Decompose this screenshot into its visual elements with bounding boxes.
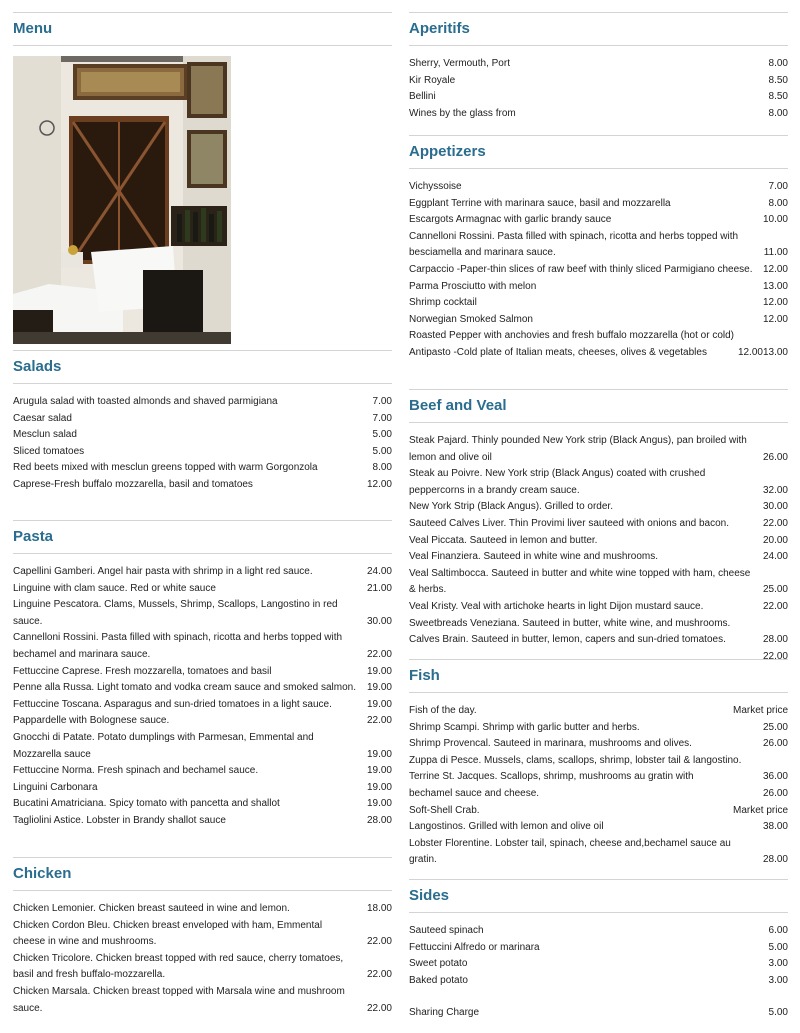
menu-item-name: Escargots Armagnac with garlic brandy sauce — [409, 214, 612, 226]
menu-item-row — [13, 394, 392, 411]
menu-item-name: Linguini Carbonara — [13, 781, 98, 793]
menu-item-row — [409, 736, 788, 753]
menu-item-name: Chicken Lemonier. Chicken breast sauteed in wine and lemon. — [13, 903, 290, 914]
menu-item-price: 19.00 — [366, 748, 392, 760]
menu-item-name: Fettuccini Alfredo or marinara — [409, 941, 540, 953]
menu-item-row — [409, 923, 788, 940]
menu-item-price: 28.00 — [366, 814, 392, 826]
menu-item-name: Fish of the day. — [409, 705, 477, 716]
menu-item-price: 5.00 — [372, 445, 392, 457]
menu-item-row — [409, 769, 788, 786]
fish-list — [409, 703, 788, 869]
menu-item-price: 30.00 — [762, 501, 788, 513]
menu-item-row — [13, 444, 392, 461]
menu-item-price: 36.00 — [762, 771, 788, 783]
menu-item-price: 26.00 — [762, 738, 788, 750]
menu-item-name: Veal Saltimbocca. Sauteed in butter and white wine topped with ham, cheese & herbs. — [409, 567, 751, 596]
menu-item-row — [409, 753, 788, 770]
menu-item-price: 3.00 — [768, 958, 788, 970]
menu-item-price: 19.00 — [366, 781, 392, 793]
menu-item-price: 5.00 — [768, 941, 788, 953]
menu-item-name: Chicken Marsala. Chicken breast topped with Marsala wine and mushroom sauce. — [13, 985, 345, 1014]
menu-item-price: 8.00 — [768, 107, 788, 119]
menu-item-name: Linguine Pescatora. Clams, Mussels, Shrimp, Scallops, Langostino in red sauce. — [13, 599, 338, 627]
menu-item-name: Steak Pajard. Thinly pounded New York strip (Black Angus), pan broiled with lemon and olive oil — [409, 435, 747, 463]
pasta-section — [13, 520, 392, 830]
menu-item-name: Sliced tomatoes — [13, 445, 85, 457]
menu-item-row — [13, 564, 392, 581]
appetizers-section — [409, 135, 788, 362]
menu-item-price: 12.00 — [366, 478, 392, 490]
menu-item-row — [409, 262, 788, 279]
menu-item-name: Shrimp cocktail — [409, 297, 477, 309]
menu-item-price: 5.00 — [372, 429, 392, 441]
menu-item-row — [13, 460, 392, 477]
menu-item-name: Chicken Cordon Bleu. Chicken breast enveloped with ham, Emmental cheese in wine and mushrooms. — [13, 919, 323, 948]
menu-item-name: Wines by the glass from — [409, 107, 516, 119]
menu-item-price: 8.50 — [768, 91, 788, 103]
menu-item-row — [13, 680, 392, 697]
menu-item-price: 12.00 — [762, 313, 788, 325]
menu-item-price: Market price — [732, 705, 788, 716]
menu-item-price: 22.00 — [366, 1002, 392, 1014]
chicken-list — [13, 901, 392, 1017]
menu-item-row — [409, 466, 788, 499]
beef-veal-section — [409, 389, 788, 665]
sharing-charge-row — [409, 1005, 788, 1022]
menu-item-name: Shrimp Scampi. Shrimp with garlic butter and herbs. — [409, 721, 640, 733]
menu-item-name: Cannelloni Rossini. Pasta filled with spinach, ricotta and herbs topped with besciamella and marinara sauce. — [409, 230, 739, 259]
menu-item-row — [409, 703, 788, 720]
menu-item-name: Penne alla Russa. Light tomato and vodka cream sauce and smoked salmon. — [13, 682, 356, 694]
menu-item-row — [409, 89, 788, 106]
menu-item-name: Terrine St. Jacques. Scallops, shrimp, mushrooms au gratin with — [409, 771, 694, 783]
menu-item-name: Antipasto -Cold plate of Italian meats, cheeses, olives & vegetables — [409, 346, 707, 358]
menu-item-price: 28.00 — [762, 634, 788, 646]
section-title-aperitifs: Aperitifs — [409, 12, 788, 46]
menu-item-name: Eggplant Terrine with marinara sauce, basil and mozzarella — [409, 197, 671, 209]
menu-item-row — [409, 196, 788, 213]
section-title-menu: Menu — [13, 12, 392, 46]
menu-item-price: 13.00 — [762, 280, 788, 292]
menu-item-row — [13, 630, 392, 663]
menu-item-name: Arugula salad with toasted almonds and shaved parmigiana — [13, 396, 278, 407]
menu-item-row — [409, 179, 788, 196]
menu-item-price: 12.00 — [762, 297, 788, 309]
menu-item-row — [13, 697, 392, 714]
menu-item-row — [409, 516, 788, 533]
restaurant-photo — [13, 56, 231, 344]
menu-item-price: 8.00 — [768, 197, 788, 209]
menu-item-price: 26.00 — [762, 787, 788, 799]
menu-item-price: 11.00 — [763, 247, 788, 259]
menu-item-price: 19.00 — [366, 682, 392, 694]
menu-item-name: Fettuccine Toscana. Asparagus and sun-dried tomatoes in a light sauce. — [13, 698, 332, 710]
menu-item-name: Fettuccine Norma. Fresh spinach and bechamel sauce. — [13, 765, 259, 777]
menu-item-row — [409, 229, 788, 262]
menu-item-name: Sweetbreads Veneziana. Sauteed in butter, white wine, and mushrooms. — [409, 617, 731, 629]
sharing-charge-price: 5.00 — [768, 1007, 788, 1019]
menu-item-price: 22.00 — [366, 936, 392, 948]
menu-item-price: 12.00 — [762, 263, 788, 275]
menu-item-row — [409, 279, 788, 296]
menu-item-name: Veal Kristy. Veal with artichoke hearts in light Dijon mustard sauce. — [409, 600, 704, 612]
menu-item-row — [409, 549, 788, 566]
section-title-appetizers: Appetizers — [409, 135, 788, 169]
menu-item-row — [409, 786, 788, 803]
menu-item-name: Mesclun salad — [13, 429, 77, 441]
menu-item-row — [13, 597, 392, 630]
menu-item-row — [13, 477, 392, 494]
menu-item-row — [13, 796, 392, 813]
pasta-list — [13, 564, 392, 830]
menu-item-row — [13, 427, 392, 444]
menu-item-price: 12.0013.00 — [737, 346, 788, 358]
menu-item-name: Baked potato — [409, 974, 468, 986]
menu-item-name: bechamel sauce and cheese. — [409, 787, 540, 799]
aperitifs-list — [409, 56, 788, 122]
menu-item-price: 19.00 — [366, 665, 392, 677]
menu-item-price: 22.00 — [762, 517, 788, 529]
menu-item-price: 7.00 — [372, 396, 392, 407]
menu-item-name: Sweet potato — [409, 958, 468, 970]
menu-item-price: 32.00 — [762, 484, 788, 496]
menu-item-name: Caprese-Fresh buffalo mozzarella, basil and tomatoes — [13, 478, 253, 490]
menu-item-row — [409, 836, 788, 869]
salads-list — [13, 394, 392, 494]
menu-item-name: Langostinos. Grilled with lemon and olive oil — [409, 821, 604, 833]
menu-item-name: Fettuccine Caprese. Fresh mozzarella, tomatoes and basil — [13, 665, 272, 677]
menu-item-name: Norwegian Smoked Salmon — [409, 313, 533, 325]
menu-section — [13, 12, 392, 46]
menu-item-row — [409, 973, 788, 990]
menu-item-row — [13, 984, 392, 1017]
menu-item-price: 22.00 — [762, 650, 788, 662]
menu-item-price: 8.00 — [372, 462, 392, 474]
menu-item-price: 19.00 — [366, 698, 392, 710]
menu-item-row — [409, 328, 788, 345]
menu-item-price: 24.00 — [762, 551, 788, 563]
menu-item-name: Shrimp Provencal. Sauteed in marinara, mushrooms and olives. — [409, 738, 692, 750]
menu-item-price: 22.00 — [366, 715, 392, 727]
menu-item-price: 19.00 — [366, 765, 392, 777]
menu-item-price: 6.00 — [768, 925, 788, 936]
menu-item-price: 25.00 — [762, 584, 788, 596]
menu-item-price: 30.00 — [366, 615, 392, 627]
menu-item-name: Sauteed Calves Liver. Thin Provimi liver sauteed with onions and bacon. — [409, 517, 729, 529]
menu-item-name: Tagliolini Astice. Lobster in Brandy shallot sauce — [13, 814, 226, 826]
menu-item-price: 20.00 — [762, 534, 788, 546]
menu-item-row — [409, 956, 788, 973]
chicken-section — [13, 857, 392, 1017]
menu-item-price: 21.00 — [366, 582, 392, 594]
menu-item-price: 7.00 — [768, 181, 788, 192]
menu-item-price: 8.50 — [768, 74, 788, 86]
menu-item-row — [13, 813, 392, 830]
aperitifs-section — [409, 12, 788, 122]
menu-item-row — [13, 901, 392, 918]
menu-item-row — [409, 295, 788, 312]
menu-item-name: Pappardelle with Bolognese sauce. — [13, 715, 170, 727]
menu-item-row — [409, 533, 788, 550]
menu-item-row — [13, 664, 392, 681]
menu-item-row — [409, 56, 788, 73]
menu-item-row — [409, 499, 788, 516]
menu-item-price: 28.00 — [762, 854, 788, 866]
menu-item-name: Zuppa di Pesce. Mussels, clams, scallops, shrimp, lobster tail & langostino. — [409, 754, 742, 766]
menu-item-name: Linguine with clam sauce. Red or white sauce — [13, 582, 216, 594]
menu-item-name: Soft-Shell Crab. — [409, 804, 480, 816]
menu-item-row — [409, 212, 788, 229]
fish-section — [409, 659, 788, 869]
sides-section — [409, 879, 788, 1022]
menu-item-price: 8.00 — [768, 58, 788, 69]
menu-item-name: Calves Brain. Sauteed in butter, lemon, capers and sun-dried tomatoes. — [409, 634, 726, 646]
menu-item-name: Vichyssoise — [409, 181, 462, 192]
menu-item-price: 22.00 — [762, 600, 788, 612]
menu-item-row — [409, 632, 788, 649]
menu-item-price: 22.00 — [366, 969, 392, 981]
menu-item-row — [13, 581, 392, 598]
menu-item-price: 19.00 — [366, 798, 392, 810]
menu-item-row — [409, 803, 788, 820]
dining-room-illustration — [13, 56, 231, 344]
menu-item-name: Kir Royale — [409, 74, 456, 86]
menu-item-name: Steak au Poivre. New York strip (Black Angus) coated with crushed peppercorns in a brandy cream sauce. — [409, 468, 706, 496]
menu-item-row — [409, 819, 788, 836]
section-title-salads: Salads — [13, 350, 392, 384]
menu-item-price: 26.00 — [762, 451, 788, 463]
menu-item-name: Carpaccio -Paper-thin slices of raw beef with thinly sliced Parmigiano cheese. — [409, 263, 753, 275]
menu-item-name: Gnocchi di Patate. Potato dumplings with Parmesan, Emmental and Mozzarella sauce — [13, 731, 314, 760]
menu-item-price: 7.00 — [372, 412, 392, 424]
menu-item-row — [409, 599, 788, 616]
menu-item-name: Sherry, Vermouth, Port — [409, 58, 510, 69]
section-title-sides: Sides — [409, 879, 788, 913]
menu-item-name: Capellini Gamberi. Angel hair pasta with shrimp in a light red sauce. — [13, 566, 313, 577]
menu-item-name: Red beets mixed with mesclun greens topped with warm Gorgonzola — [13, 462, 318, 474]
section-title-fish: Fish — [409, 659, 788, 693]
menu-item-price: 22.00 — [366, 648, 392, 660]
menu-item-row — [13, 713, 392, 730]
menu-item-name: Parma Prosciutto with melon — [409, 280, 537, 292]
menu-item-name: Lobster Florentine. Lobster tail, spinach, cheese and,bechamel sauce au gratin. — [409, 837, 731, 866]
menu-item-row — [409, 73, 788, 90]
menu-item-price: 3.00 — [768, 974, 788, 986]
menu-item-row — [13, 780, 392, 797]
section-title-chicken: Chicken — [13, 857, 392, 891]
menu-item-name: Caesar salad — [13, 412, 72, 424]
sides-list — [409, 923, 788, 989]
menu-item-name: Veal Piccata. Sauteed in lemon and butter. — [409, 534, 598, 546]
menu-item-price: 18.00 — [366, 903, 392, 914]
menu-item-row — [13, 411, 392, 428]
menu-item-row — [409, 940, 788, 957]
beef-veal-list — [409, 433, 788, 665]
menu-item-name: Chicken Tricolore. Chicken breast topped with red sauce, cherry tomatoes, basil and fresh buffalo-mozzarella. — [13, 952, 344, 981]
menu-item-name: Sauteed spinach — [409, 925, 484, 936]
menu-item-row — [409, 566, 788, 599]
section-title-beef-veal: Beef and Veal — [409, 389, 788, 423]
menu-item-row — [409, 345, 788, 362]
menu-item-row — [409, 433, 788, 466]
menu-item-name: Bucatini Amatriciana. Spicy tomato with pancetta and shallot — [13, 798, 280, 810]
menu-item-name: Roasted Pepper with anchovies and fresh buffalo mozzarella (hot or cold) — [409, 330, 734, 342]
section-title-pasta: Pasta — [13, 520, 392, 554]
menu-item-row — [409, 720, 788, 737]
sharing-charge-label: Sharing Charge — [409, 1007, 480, 1019]
menu-item-price: 24.00 — [366, 566, 392, 577]
menu-item-price: 25.00 — [762, 721, 788, 733]
menu-item-row — [13, 763, 392, 780]
menu-item-row — [13, 951, 392, 984]
menu-item-name: Cannelloni Rossini. Pasta filled with spinach, ricotta and herbs topped with bechamel and marinara sauce. — [13, 632, 343, 660]
menu-item-price: Market price — [732, 804, 788, 816]
menu-item-row — [409, 312, 788, 329]
menu-item-row — [13, 918, 392, 951]
menu-item-row — [13, 730, 392, 763]
menu-item-row — [409, 616, 788, 633]
menu-item-name: Bellini — [409, 91, 436, 103]
menu-item-name: Veal Finanziera. Sauteed in white wine and mushrooms. — [409, 551, 659, 563]
menu-item-row — [409, 106, 788, 123]
menu-item-name: New York Strip (Black Angus). Grilled to order. — [409, 501, 613, 513]
appetizers-list — [409, 179, 788, 362]
menu-item-price: 10.00 — [762, 214, 788, 226]
menu-item-price: 38.00 — [762, 821, 788, 833]
salads-section — [13, 350, 392, 494]
